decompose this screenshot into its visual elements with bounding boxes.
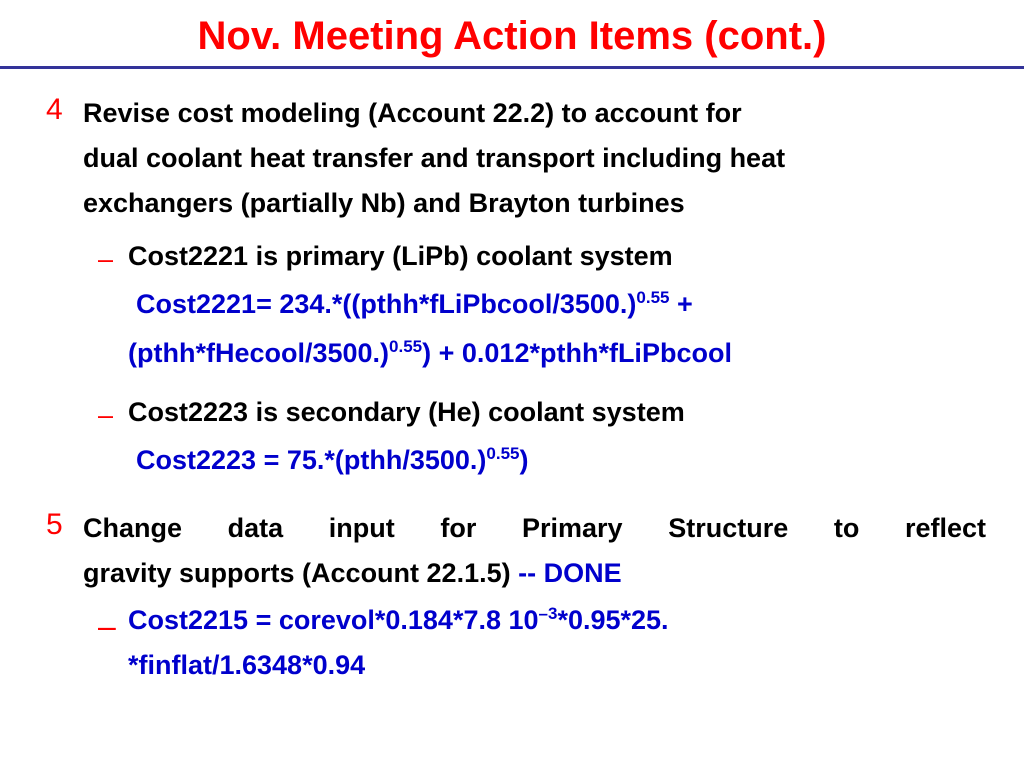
sub-bullet-dash: – — [98, 400, 114, 430]
formula-exponent: 0.55 — [636, 288, 670, 307]
formula-line: *finflat/1.6348*0.94 — [128, 650, 366, 680]
item-line — [83, 551, 986, 596]
item-line: exchangers (partially Nb) and Brayton turbines — [83, 188, 685, 218]
sub-bullet-dash: – — [98, 244, 114, 274]
item-line: Change data input for Primary Structure to reflect — [83, 513, 986, 543]
slide-title: Nov. Meeting Action Items (cont.) — [197, 14, 827, 58]
formula-line — [128, 331, 732, 376]
sub-item-text: Cost2221 is primary (LiPb) coolant system — [128, 241, 673, 271]
item-line-text: gravity supports (Account 22.1.5) — [83, 558, 519, 588]
item-text — [83, 506, 986, 596]
formula-text: *0.95*25. — [557, 605, 669, 635]
formula-text: Cost2215 = corevol*0.184*7.8 10 — [128, 605, 539, 635]
status-done: -- DONE — [518, 558, 622, 588]
item-line: dual coolant heat transfer and transport including heat — [83, 143, 786, 173]
title-divider — [0, 66, 1024, 69]
formula-text: ) — [519, 445, 529, 475]
formula-line — [136, 438, 529, 483]
formula-text: Cost2221= 234.*((pthh*fLiPbcool/3500.) — [136, 289, 637, 319]
formula-line — [128, 598, 669, 643]
formula-text: Cost2223 = 75.*(pthh/3500.) — [136, 445, 487, 475]
formula-line — [136, 282, 693, 327]
item-number: 4 — [46, 93, 63, 126]
item-line: Revise cost modeling (Account 22.2) to account for — [83, 98, 742, 128]
formula-text: + — [669, 289, 693, 319]
sub-item-text: Cost2223 is secondary (He) coolant system — [128, 397, 685, 427]
sub-bullet-dash: – — [98, 608, 116, 644]
item-text — [83, 91, 785, 226]
formula-exponent: 0.55 — [486, 444, 520, 463]
formula-exponent: –3 — [538, 604, 558, 623]
formula-text: (pthh*fHecool/3500.) — [128, 338, 390, 368]
formula-text: ) + 0.012*pthh*fLiPbcool — [422, 338, 732, 368]
item-number: 5 — [46, 508, 63, 541]
formula-exponent: 0.55 — [389, 337, 423, 356]
